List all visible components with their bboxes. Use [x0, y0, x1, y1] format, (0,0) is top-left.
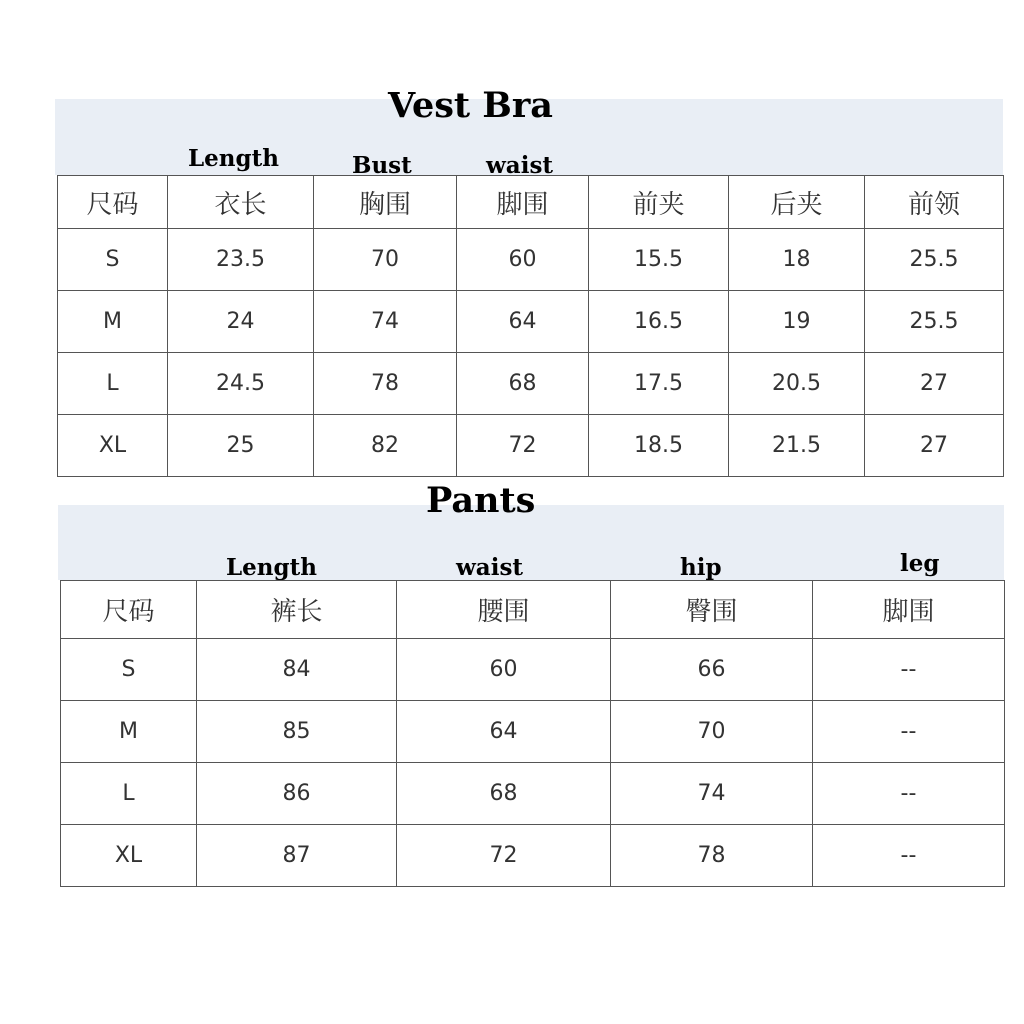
table-cell: 20.5 [729, 353, 865, 415]
table-row [58, 291, 1004, 353]
table-row [61, 763, 1005, 825]
table-cell: 25 [168, 415, 314, 477]
table-cell: -- [813, 639, 1005, 701]
vest-title: Vest Bra [388, 85, 553, 126]
table-cell: 25.5 [865, 229, 1004, 291]
table-cell: 66 [611, 639, 813, 701]
table-cell: 87 [197, 825, 397, 887]
table-cell: 86 [197, 763, 397, 825]
table-cell: 24.5 [168, 353, 314, 415]
table-cell: 64 [397, 701, 611, 763]
table-cell: L [58, 353, 168, 415]
pants-col-length: 裤长 [197, 581, 397, 639]
table-cell: L [61, 763, 197, 825]
table-cell: 18.5 [589, 415, 729, 477]
table-cell: 60 [397, 639, 611, 701]
pants-label-waist: waist [456, 554, 524, 581]
table-row [61, 701, 1005, 763]
table-cell: 27 [865, 353, 1004, 415]
table-cell: S [58, 229, 168, 291]
table-cell: 19 [729, 291, 865, 353]
pants-title: Pants [426, 480, 536, 521]
table-cell: 84 [197, 639, 397, 701]
table-row [61, 639, 1005, 701]
vest-label-waist: waist [486, 152, 554, 179]
pants-header-row [61, 581, 1005, 639]
table-cell: 70 [314, 229, 457, 291]
table-cell: M [58, 291, 168, 353]
pants-col-waist: 腰围 [397, 581, 611, 639]
table-cell: 16.5 [589, 291, 729, 353]
table-cell: 72 [457, 415, 589, 477]
pants-label-length: Length [226, 554, 317, 581]
table-cell: 24 [168, 291, 314, 353]
vest-label-bust: Bust [352, 152, 412, 179]
vest-col-neck: 前领 [865, 176, 1004, 229]
table-cell: 85 [197, 701, 397, 763]
table-cell: 17.5 [589, 353, 729, 415]
table-cell: 78 [611, 825, 813, 887]
table-cell: 15.5 [589, 229, 729, 291]
table-cell: -- [813, 763, 1005, 825]
table-cell: M [61, 701, 197, 763]
vest-col-front-armhole: 前夹 [589, 176, 729, 229]
pants-size-table [60, 580, 1005, 887]
table-cell: 78 [314, 353, 457, 415]
pants-label-leg: leg [900, 550, 940, 577]
vest-size-table [57, 175, 1004, 477]
table-cell: XL [61, 825, 197, 887]
table-cell: 25.5 [865, 291, 1004, 353]
table-row [61, 825, 1005, 887]
table-cell: 70 [611, 701, 813, 763]
table-cell: XL [58, 415, 168, 477]
table-cell: 74 [611, 763, 813, 825]
pants-col-hip: 臀围 [611, 581, 813, 639]
table-cell: 64 [457, 291, 589, 353]
table-cell: 21.5 [729, 415, 865, 477]
vest-col-length: 衣长 [168, 176, 314, 229]
table-cell: 82 [314, 415, 457, 477]
table-cell: 27 [865, 415, 1004, 477]
table-cell: 18 [729, 229, 865, 291]
pants-col-size: 尺码 [61, 581, 197, 639]
table-cell: 23.5 [168, 229, 314, 291]
table-cell: 68 [457, 353, 589, 415]
table-row [58, 415, 1004, 477]
table-cell: 72 [397, 825, 611, 887]
table-cell: 74 [314, 291, 457, 353]
vest-col-size: 尺码 [58, 176, 168, 229]
vest-col-hem: 脚围 [457, 176, 589, 229]
table-row [58, 229, 1004, 291]
vest-label-length: Length [188, 145, 279, 172]
vest-col-bust: 胸围 [314, 176, 457, 229]
table-cell: -- [813, 701, 1005, 763]
table-row [58, 353, 1004, 415]
table-cell: -- [813, 825, 1005, 887]
table-cell: 68 [397, 763, 611, 825]
table-cell: S [61, 639, 197, 701]
pants-label-hip: hip [680, 554, 722, 581]
vest-col-back-armhole: 后夹 [729, 176, 865, 229]
table-cell: 60 [457, 229, 589, 291]
pants-col-leg: 脚围 [813, 581, 1005, 639]
vest-header-row [58, 176, 1004, 229]
